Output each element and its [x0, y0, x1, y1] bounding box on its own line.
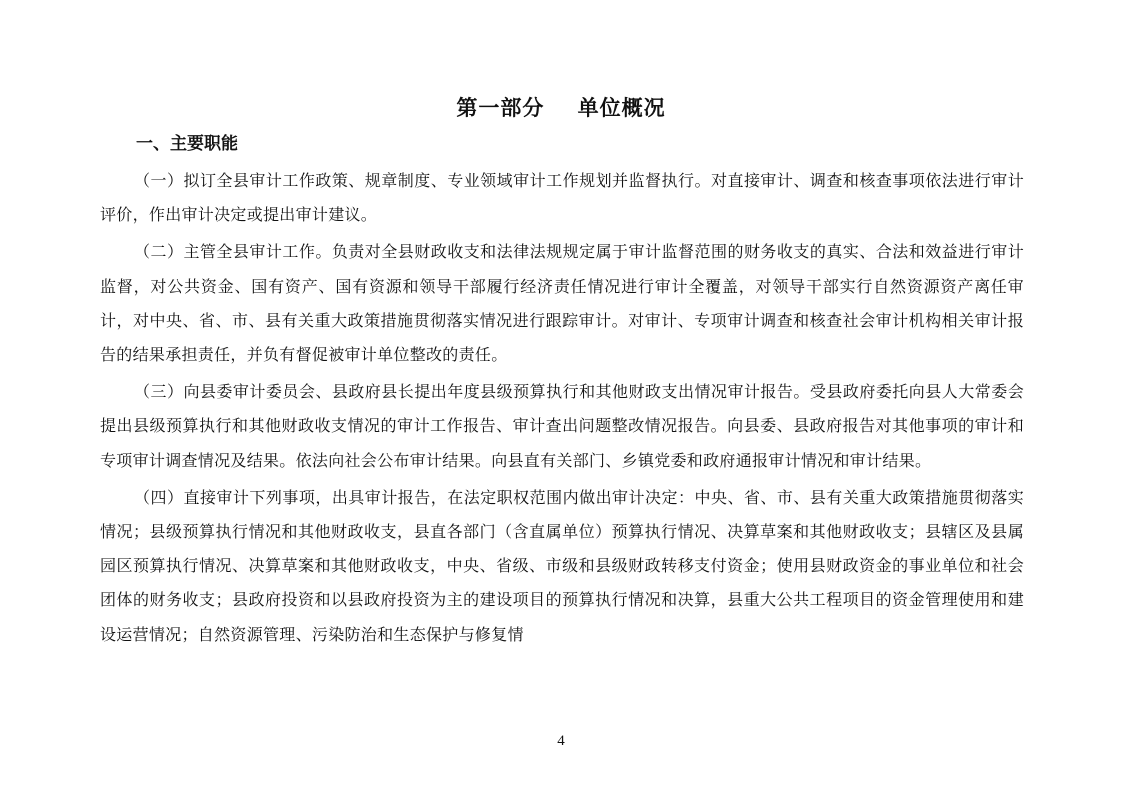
page-title: 第一部分 单位概况 — [456, 96, 666, 120]
page-number: 4 — [557, 733, 565, 749]
body-text — [100, 164, 1024, 655]
section-heading: 一、主要职能 — [136, 134, 238, 154]
paragraph-duty-4: （四）直接审计下列事项，出具审计报告，在法定职权范围内做出审计决定：中央、省、市、县有关重大政策措施贯彻落实情况；县级预算执行情况和其他财政收支，县直各部门（含直属单位）预算执行情况、决算草案和其他财政收支；县辖区及县属园区预算执行情况、决算草案和其他财政收支，中央、省级、市级和县级财政转移支付资金；使用县财政资金的事业单位和社会团体的财务收支；县政府投资和以县政府投资为主的建设项目的预算执行情况和决算，县重大公共工程项目的资金管理使用和建设运营情况；自然资源管理、污染防治和生态保护与修复情 — [100, 487, 1024, 644]
paragraph-duty-3: （三）向县委审计委员会、县政府县长提出年度县级预算执行和其他财政支出情况审计报告。受县政府委托向县人大常委会提出县级预算执行和其他财政收支情况的审计工作报告、审计查出问题整改情况报告。向县委、县政府报告对其他事项的审计和专项审计调查情况及结果。依法向社会公布审计结果。向县直有关部门、乡镇党委和政府通报审计情况和审计结果。 — [100, 382, 1024, 470]
paragraph-duty-2: （二）主管全县审计工作。负责对全县财政收支和法律法规规定属于审计监督范围的财务收支的真实、合法和效益进行审计监督，对公共资金、国有资产、国有资源和领导干部履行经济责任情况进行审计全覆盖，对领导干部实行自然资源资产离任审计，对中央、省、市、县有关重大政策措施贯彻落实情况进行跟踪审计。对审计、专项审计调查和核查社会审计机构相关审计报告的结果承担责任，并负有督促被审计单位整改的责任。 — [100, 242, 1024, 365]
paragraph-duty-1: （一）拟订全县审计工作政策、规章制度、专业领域审计工作规划并监督执行。对直接审计、调查和核查事项依法进行审计评价，作出审计决定或提出审计建议。 — [100, 171, 1024, 225]
